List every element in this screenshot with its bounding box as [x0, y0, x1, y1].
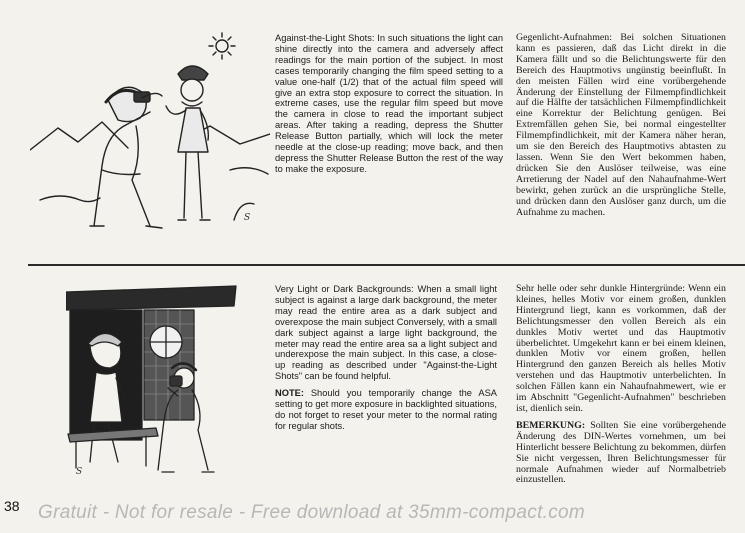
- en-section-title: Against-the-Light Shots:: [275, 33, 375, 43]
- de-note-label: BEMERKUNG:: [516, 419, 586, 431]
- page-number: 38: [4, 498, 20, 514]
- de-against-light-text: [516, 33, 726, 224]
- en-note-body: Should you temporarily change the ASA setting to get more exposure in backlighted situations, do not forget to reset your meter to the normal rating for regular shots.: [275, 388, 497, 431]
- de-section2-title: Sehr helle oder sehr dunkle Hintergründe:: [516, 283, 686, 294]
- en-section2-body: When a small light subject is against a large dark background, the meter may read the entire area as a dark subject and overexpose the main subject Conversely, with a small dark subject against a large light background, the meter may read the entire area sa a light subject and underexpose the main subject. In this case, a close-up reading as described under "Against-the-Light Shots" can be found helpful.: [275, 284, 497, 382]
- de-note-body: Sollten Sie eine vorübergehende Änderung des DIN-Wertes vornehmen, um bei Hinterlicht bessere Belichtung zu bekommen, dürfen Sie nicht vergessen, Ihren Belichtungsmesser für normale Aufnahmen wieder auf Normalbetrieb einzustellen.: [516, 419, 727, 486]
- de-section-body: Bei solchen Situationen kann es passieren, daß das Licht direkt in die Kamera fällt und so die Belichtungswerte für den Bereich des Hauptmotivs ungünstig beeinflußt. In den meisten Fällen wird eine vorübergehende Änderung der Einstellung der Filmempfindlichkeit auf die Hälfte der tatsächlichen Filmempfindlichkeit eine Korrektur der Belichtung genügen. Bei Extremfällen gehen Sie, bei normal eingestellter Filmempfindlichkeit, mit der Kamera näher heran, um sie den Bereich des Hauptmotivs abtasten zu lassen. Wenn Sie den Wert bekommen haben, drücken Sie den Auslöser teilweise, was eine Arretierung der Nadel auf den Nahaufnahme-Wert bewirkt, gehen zurück an die ursprüngliche Stelle, und drücken dann den Auslöser ganz durch, um die Aufnahme zu machen.: [516, 32, 726, 218]
- en-backgrounds-text: [275, 284, 497, 438]
- svg-text:S: S: [76, 467, 83, 477]
- de-section2-body: Wenn ein kleines, helles Motiv vor einem großen, dunklen Hintergrund liegt, kann es vorkommen, daß der Belichtungsmesser den vollen Bereich als ein dunkles Motiv wertet und das Hauptmotiv überbelichtet. Umgekehrt kann er bei einem kleinen, dunklen Motiv vor einem großen, hellen Hintergrund den ganzen Bereich als helles Motiv verstehen und das Hauptmotiv unterbelichten. In solchen Fällen kann ein Nahaufnahmewert, wie er im Abschnitt "Gegenlicht-Aufnahmen" beschrieben ist, dienlich sein.: [516, 283, 726, 414]
- backgrounds-illustration: [66, 284, 242, 480]
- against-light-illustration: [30, 30, 270, 235]
- en-note-label: NOTE:: [275, 388, 304, 399]
- svg-text:S: S: [244, 213, 251, 223]
- en-against-light-text: [275, 33, 503, 181]
- de-backgrounds-text: [516, 284, 726, 492]
- section-divider: [28, 264, 745, 266]
- watermark-text: Gratuit - Not for resale - Free download at 35mm-compact.com: [38, 502, 586, 523]
- en-section2-title: Very Light or Dark Backgrounds:: [275, 284, 414, 294]
- de-section-title: Gegenlicht-Aufnahmen:: [516, 32, 612, 43]
- sun-icon: [209, 33, 235, 59]
- en-section-body: In such situations the light can shine directly into the camera and adversely affect readings for the main portion of the subject. In most cases temporarily changing the film speed setting to a value one-half (1/2) that of the actual film speed will give an extra stop exposure to correct the situation. In extreme cases, use the regular film speed but move the camera in close to read the important subject areas. After taking a reading, depress the Shutter Release Button partially, which will lock the meter needle at the close-up reading; move back, and then depress the Shutter Release Button the rest of the way to make the exposure.: [275, 33, 503, 174]
